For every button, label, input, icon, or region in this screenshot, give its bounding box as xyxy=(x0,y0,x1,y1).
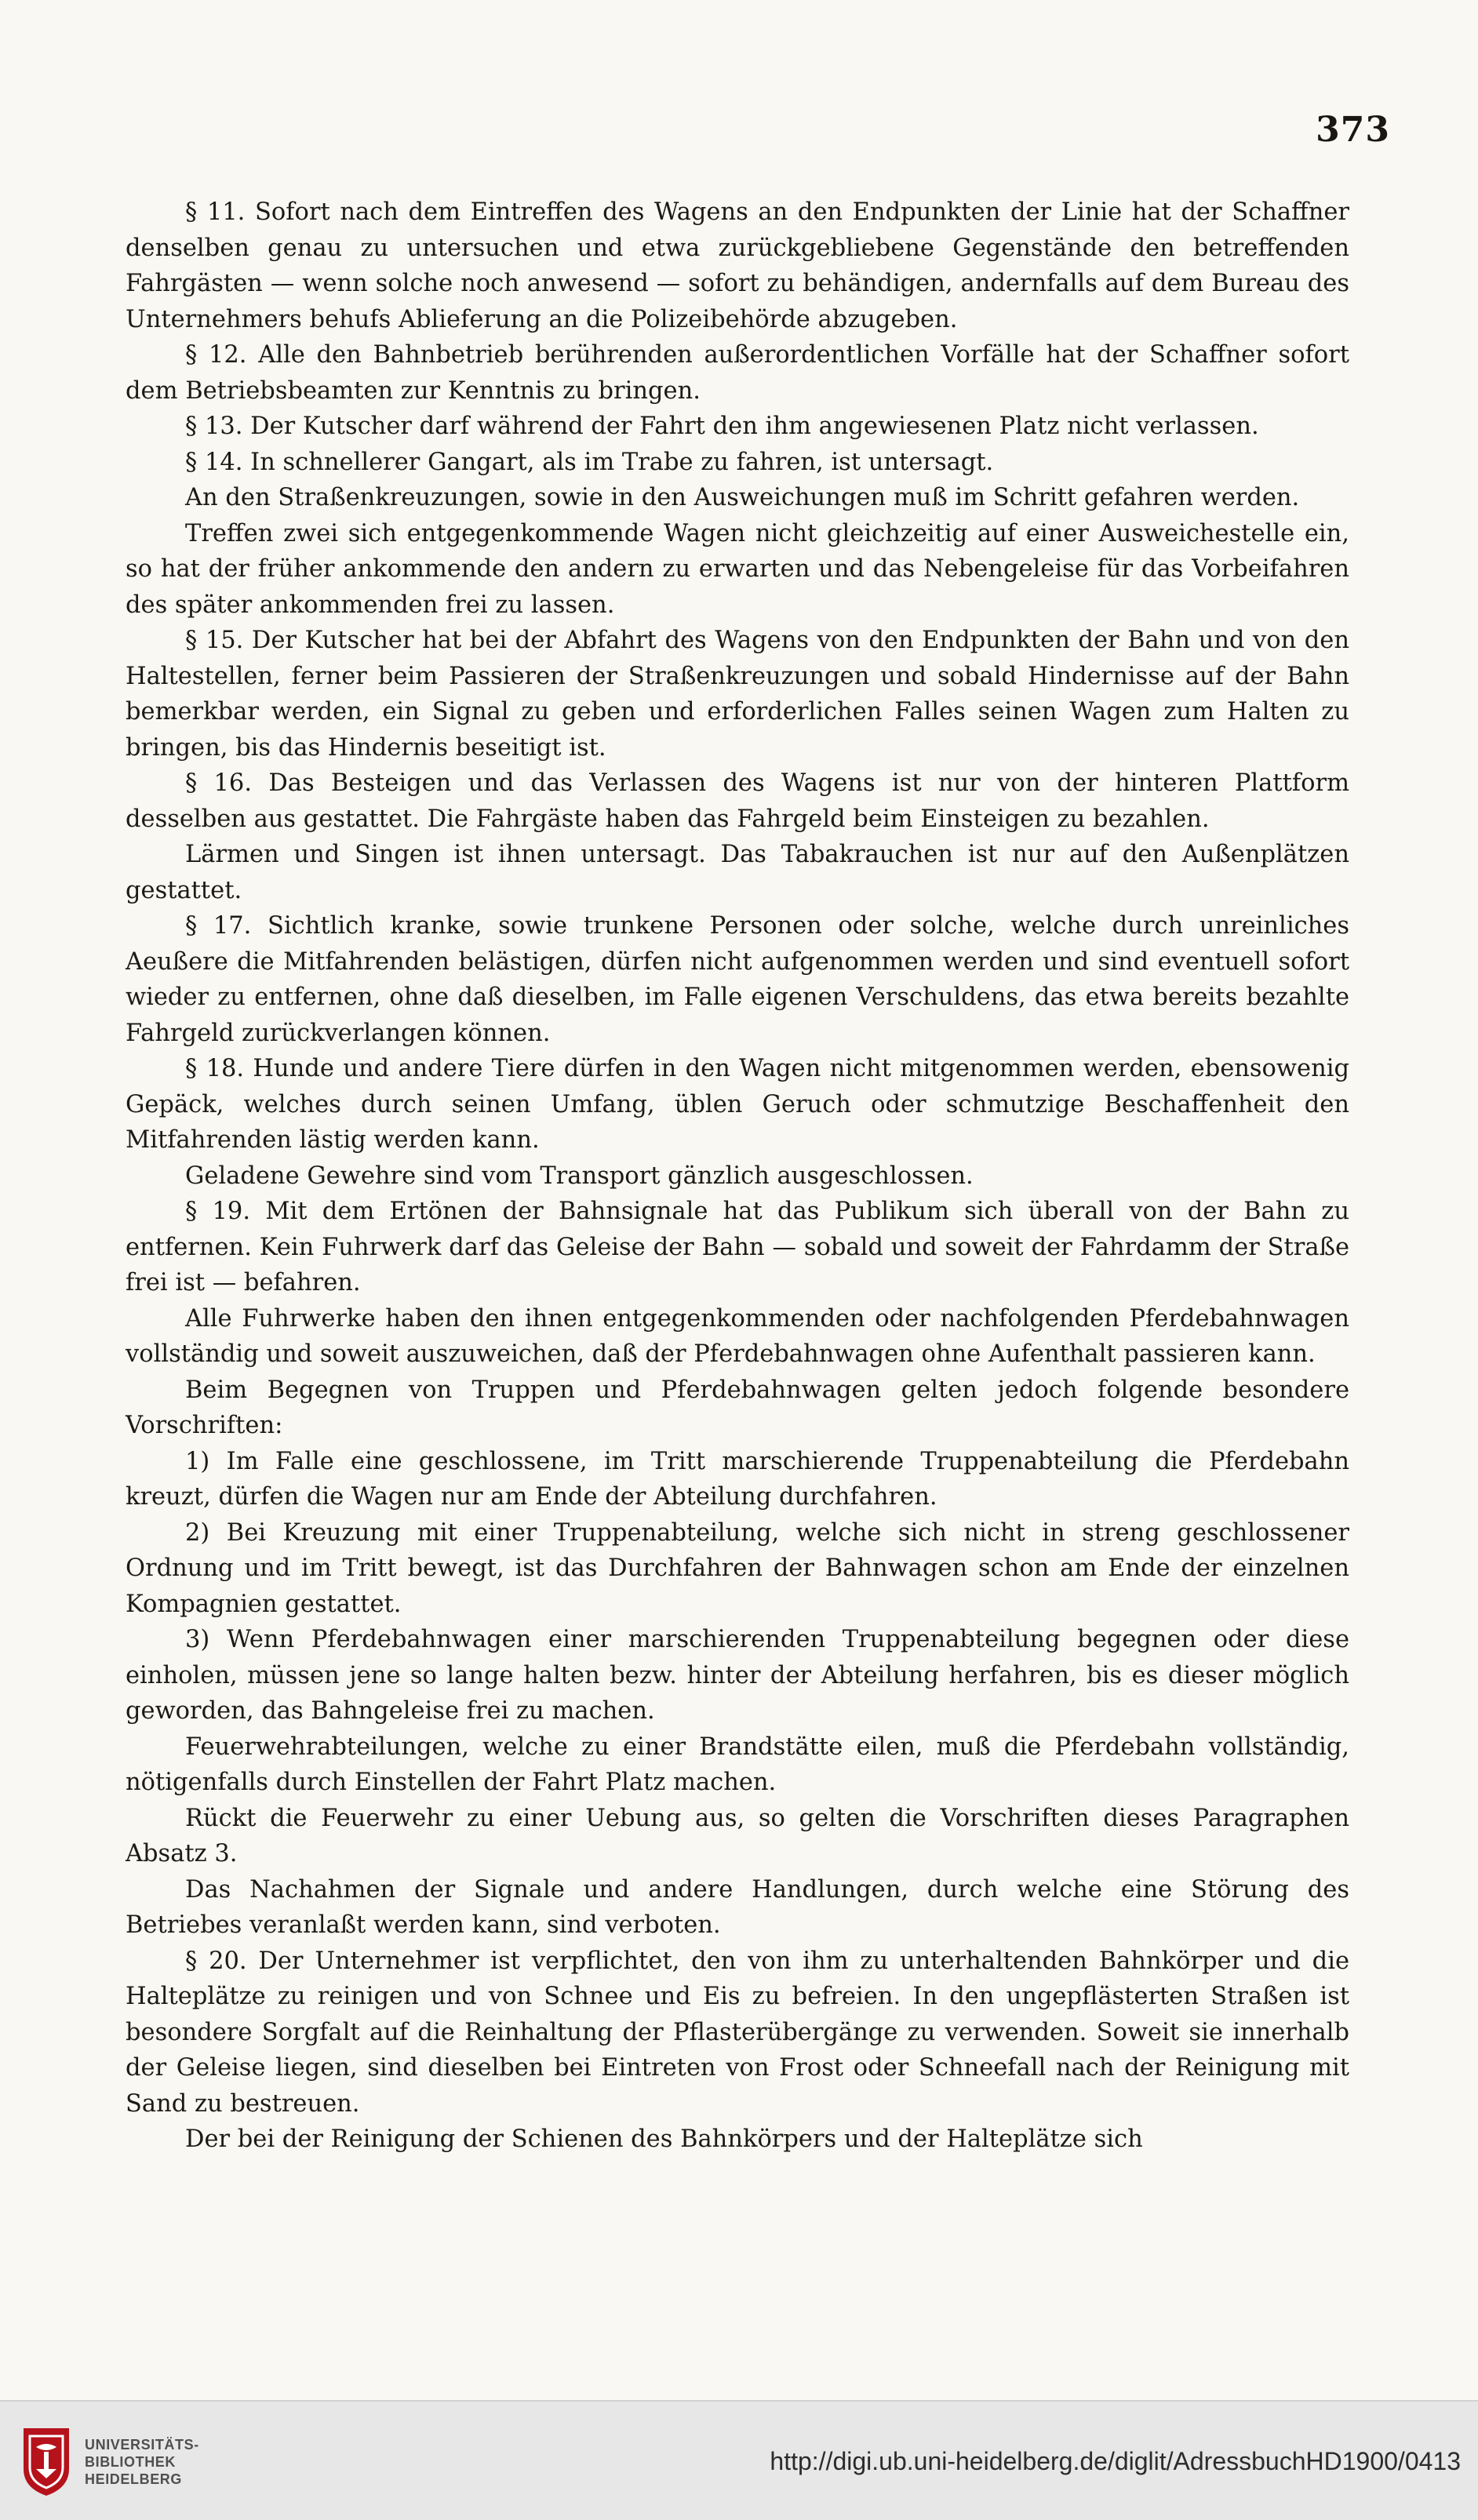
paragraph-20-continued: Der bei der Reinigung der Schienen des Bahnkörpers und der Halteplätze sich xyxy=(185,2125,1143,2153)
paragraph-19-signals: Das Nachahmen der Signale und andere Handlungen, durch welche eine Störung des Betriebes veranlaßt werden kann, sind verboten. xyxy=(126,1875,1349,1939)
paragraph-16-smoking: Lärmen und Singen ist ihnen untersagt. Das Tabakrauchen ist nur auf den Außenplätzen gestattet. xyxy=(126,841,1349,904)
page-body-text xyxy=(126,195,1349,2158)
logo-line-2: BIBLIOTHEK xyxy=(85,2454,176,2470)
paragraph-14-passing: Treffen zwei sich entgegenkommende Wagen nicht gleichzeitig auf einer Ausweichestelle ein, so hat der früher ankommende den andern zu erwarten und das Nebengeleise für das Vorbeifahren des später ankommenden frei zu lassen. xyxy=(126,519,1349,619)
source-url-link[interactable]: http://digi.ub.uni-heidelberg.de/diglit/AdressbuchHD1900/0413 xyxy=(770,2447,1461,2475)
paragraph-19-rule-3: 3) Wenn Pferdebahnwagen einer marschierenden Truppenabteilung begegnen oder diese einholen, müssen jene so lange halten bezw. hinter der Abteilung herfahren, bis es dieser möglich geworden, das Bahngeleise frei zu machen. xyxy=(126,1626,1349,1725)
paragraph-19-vehicles: Alle Fuhrwerke haben den ihnen entgegenkommenden oder nachfolgenden Pferdebahnwagen vollständig und soweit auszuweichen, daß der Pferdebahnwagen ohne Aufenthalt passieren kann. xyxy=(126,1304,1349,1368)
paragraph-19-fire-brigade: Feuerwehrabteilungen, welche zu einer Brandstätte eilen, muß die Pferdebahn vollständig, nötigenfalls durch Einstellen der Fahrt Platz machen. xyxy=(126,1733,1349,1796)
paragraph-19-rule-1: 1) Im Falle eine geschlossene, im Tritt marschierende Truppenabteilung die Pferdebahn kreuzt, dürfen die Wagen nur am Ende der Abteilung durchfahren. xyxy=(126,1447,1349,1511)
page-number: 373 xyxy=(1316,110,1390,150)
paragraph-12: § 12. Alle den Bahnbetrieb berührenden außerordentlichen Vorfälle hat der Schaffner sofort dem Betriebsbeamten zur Kenntnis zu bringen. xyxy=(126,341,1349,405)
paragraph-14-crossings: An den Straßenkreuzungen, sowie in den Ausweichungen muß im Schritt gefahren werden. xyxy=(185,484,1300,511)
paragraph-18-weapons: Geladene Gewehre sind vom Transport gänzlich ausgeschlossen. xyxy=(185,1162,974,1190)
paragraph-20: § 20. Der Unternehmer ist verpflichtet, den von ihm zu unterhaltenden Bahnkörper und die Halteplätze zu reinigen und von Schnee und Eis zu befreien. In den ungepflästerten Straßen ist besondere Sorgfalt auf die Reinhaltung der Pflasterübergänge zu verwenden. Soweit sie innerhalb der Geleise liegen, sind dieselben bei Eintreten von Frost oder Schneefall nach der Reinigung mit Sand zu bestreuen. xyxy=(126,1947,1349,2118)
logo-line-1: UNIVERSITÄTS- xyxy=(85,2437,199,2453)
digitization-footer xyxy=(0,2400,1478,2520)
paragraph-11: § 11. Sofort nach dem Eintreffen des Wagens an den Endpunkten der Linie hat der Schaffner denselben genau zu untersuchen und etwa zurückgebliebene Gegenstände den betreffenden Fahrgästen — wenn solche noch anwesend — sofort zu behändigen, andernfalls auf dem Bureau des Unternehmers behufs Ablieferung an die Polizeibehörde abzugeben. xyxy=(126,198,1349,333)
paragraph-15: § 15. Der Kutscher hat bei der Abfahrt des Wagens von den Endpunkten der Bahn und von den Haltestellen, ferner beim Passieren der Straßenkreuzungen und sobald Hindernisse auf der Bahn bemerkbar werden, ein Signal zu geben und erforderlichen Falles seinen Wagen zum Halten zu bringen, bis das Hindernis beseitigt ist. xyxy=(126,627,1349,762)
university-seal-icon xyxy=(17,2424,75,2499)
paragraph-13: § 13. Der Kutscher darf während der Fahrt den ihm angewiesenen Platz nicht verlassen. xyxy=(185,413,1259,440)
paragraph-19-exercise: Rückt die Feuerwehr zu einer Uebung aus, so gelten die Vorschriften dieses Paragraphen Absatz 3. xyxy=(126,1804,1349,1867)
paragraph-19: § 19. Mit dem Ertönen der Bahnsignale hat das Publikum sich überall von der Bahn zu entfernen. Kein Fuhrwerk darf das Geleise der Bahn — sobald und soweit der Fahrdamm der Straße frei ist — befahren. xyxy=(126,1198,1349,1296)
paragraph-19-rule-2: 2) Bei Kreuzung mit einer Truppenabteilung, welche sich nicht in streng geschlossener Ordnung und im Tritt bewegt, ist das Durchfahren der Bahnwagen schon am Ende der einzelnen Kompagnien gestattet. xyxy=(126,1518,1349,1618)
paragraph-16: § 16. Das Besteigen und das Verlassen des Wagens ist nur von der hinteren Plattform desselben aus gestattet. Die Fahrgäste haben das Fahrgeld beim Einsteigen zu bezahlen. xyxy=(126,769,1349,833)
logo-line-3: HEIDELBERG xyxy=(85,2471,183,2487)
paragraph-19-troops: Beim Begegnen von Truppen und Pferdebahnwagen gelten jedoch folgende besondere Vorschriften: xyxy=(126,1376,1349,1439)
paragraph-18: § 18. Hunde und andere Tiere dürfen in den Wagen nicht mitgenommen werden, ebensowenig Gepäck, welches durch seinen Umfang, üblen Geruch oder schmutzige Beschaffenheit den Mitfahrenden lästig werden kann. xyxy=(126,1055,1349,1154)
paragraph-17: § 17. Sichtlich kranke, sowie trunkene Personen oder solche, welche durch unreinliches Aeußere die Mitfahrenden belästigen, dürfen nicht aufgenommen werden und sind eventuell sofort wieder zu entfernen, ohne daß dieselben, im Falle eigenen Verschuldens, das etwa bereits bezahlte Fahrgeld zurückverlangen können. xyxy=(126,912,1349,1047)
library-logo-text xyxy=(85,2436,199,2488)
paragraph-14: § 14. In schnellerer Gangart, als im Trabe zu fahren, ist untersagt. xyxy=(185,448,994,476)
